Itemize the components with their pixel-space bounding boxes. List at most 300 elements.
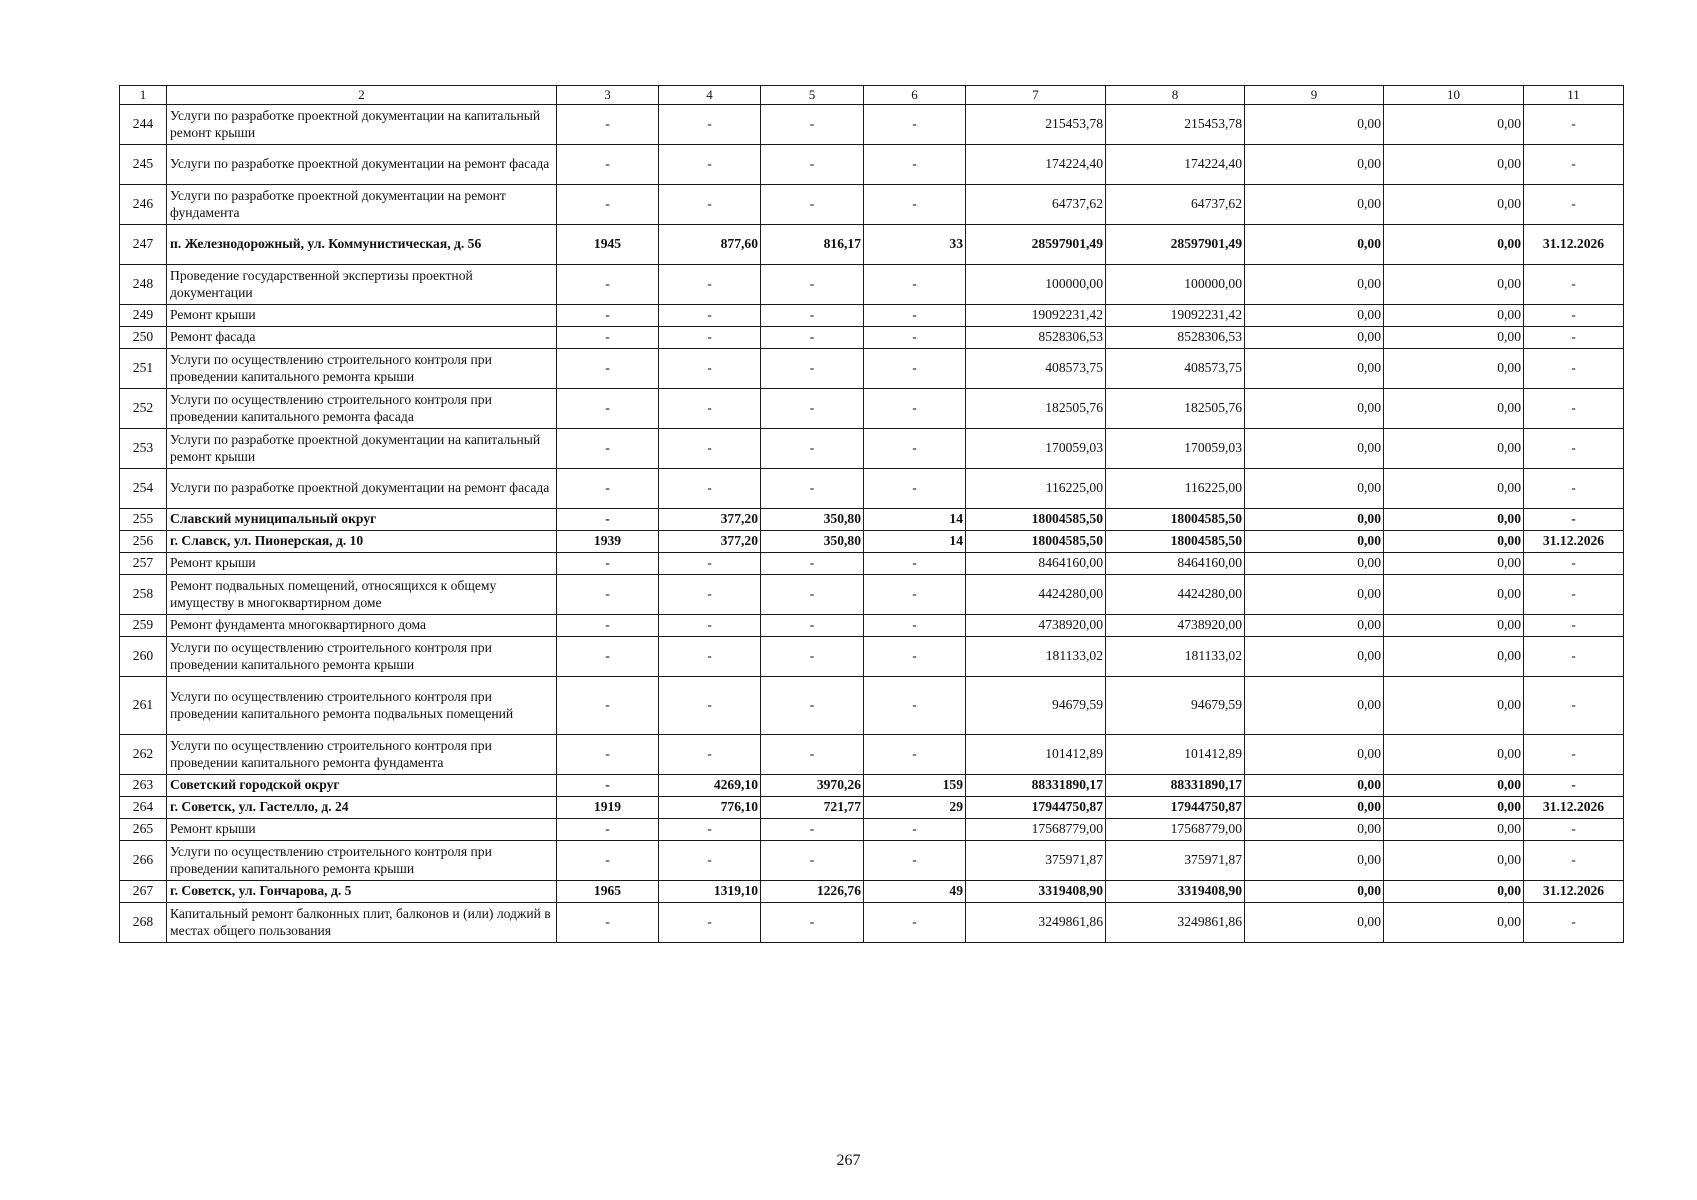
- table-row: [120, 185, 1624, 225]
- year-built-cell: -: [557, 305, 659, 327]
- table-row: [120, 553, 1624, 575]
- completion-date-cell: 31.12.2026: [1524, 225, 1624, 265]
- other-cost-cell: 0,00: [1384, 735, 1524, 775]
- completion-date-cell: -: [1524, 265, 1624, 305]
- fund-cost-cell: 3319408,90: [1106, 881, 1245, 903]
- residents-count-cell: -: [864, 265, 966, 305]
- total-cost-cell: 408573,75: [966, 349, 1106, 389]
- other-cost-cell: 0,00: [1384, 429, 1524, 469]
- total-cost-cell: 19092231,42: [966, 305, 1106, 327]
- fund-cost-cell: 19092231,42: [1106, 305, 1245, 327]
- year-built-cell: -: [557, 735, 659, 775]
- column-header: 10: [1384, 86, 1524, 105]
- column-header: 6: [864, 86, 966, 105]
- row-number-cell: 263: [120, 775, 167, 797]
- budget-cost-cell: 0,00: [1245, 903, 1384, 943]
- total-cost-cell: 3319408,90: [966, 881, 1106, 903]
- other-cost-cell: 0,00: [1384, 881, 1524, 903]
- budget-cost-cell: 0,00: [1245, 797, 1384, 819]
- budget-cost-cell: 0,00: [1245, 819, 1384, 841]
- table-row: [120, 735, 1624, 775]
- residents-count-cell: -: [864, 841, 966, 881]
- table-row: [120, 819, 1624, 841]
- completion-date-cell: -: [1524, 735, 1624, 775]
- budget-cost-cell: 0,00: [1245, 305, 1384, 327]
- other-cost-cell: 0,00: [1384, 797, 1524, 819]
- total-area-cell: 877,60: [659, 225, 761, 265]
- residents-count-cell: -: [864, 553, 966, 575]
- other-cost-cell: 0,00: [1384, 575, 1524, 615]
- work-name-cell: Услуги по разработке проектной документации на ремонт фундамента: [167, 185, 557, 225]
- completion-date-cell: -: [1524, 553, 1624, 575]
- completion-date-cell: -: [1524, 469, 1624, 509]
- completion-date-cell: -: [1524, 637, 1624, 677]
- completion-date-cell: -: [1524, 349, 1624, 389]
- living-area-cell: -: [761, 819, 864, 841]
- living-area-cell: 3970,26: [761, 775, 864, 797]
- total-area-cell: -: [659, 349, 761, 389]
- table-row: [120, 429, 1624, 469]
- budget-cost-cell: 0,00: [1245, 327, 1384, 349]
- other-cost-cell: 0,00: [1384, 327, 1524, 349]
- table-row: [120, 349, 1624, 389]
- total-area-cell: -: [659, 819, 761, 841]
- row-number-cell: 253: [120, 429, 167, 469]
- completion-date-cell: -: [1524, 677, 1624, 735]
- table-row: [120, 469, 1624, 509]
- year-built-cell: -: [557, 637, 659, 677]
- completion-date-cell: -: [1524, 305, 1624, 327]
- total-cost-cell: 94679,59: [966, 677, 1106, 735]
- budget-cost-cell: 0,00: [1245, 389, 1384, 429]
- completion-date-cell: -: [1524, 903, 1624, 943]
- fund-cost-cell: 101412,89: [1106, 735, 1245, 775]
- total-area-cell: 776,10: [659, 797, 761, 819]
- living-area-cell: 721,77: [761, 797, 864, 819]
- page-number: 267: [836, 1152, 861, 1169]
- other-cost-cell: 0,00: [1384, 265, 1524, 305]
- other-cost-cell: 0,00: [1384, 349, 1524, 389]
- total-cost-cell: 8464160,00: [966, 553, 1106, 575]
- row-number-cell: 252: [120, 389, 167, 429]
- row-number-cell: 254: [120, 469, 167, 509]
- total-cost-cell: 182505,76: [966, 389, 1106, 429]
- work-name-cell: Ремонт крыши: [167, 553, 557, 575]
- work-name-cell: Услуги по осуществлению строительного контроля при проведении капитального ремонта крыши: [167, 841, 557, 881]
- fund-cost-cell: 64737,62: [1106, 185, 1245, 225]
- year-built-cell: -: [557, 553, 659, 575]
- fund-cost-cell: 88331890,17: [1106, 775, 1245, 797]
- row-number-cell: 250: [120, 327, 167, 349]
- residents-count-cell: -: [864, 637, 966, 677]
- budget-cost-cell: 0,00: [1245, 881, 1384, 903]
- year-built-cell: -: [557, 185, 659, 225]
- year-built-cell: -: [557, 615, 659, 637]
- total-area-cell: -: [659, 637, 761, 677]
- table-row: [120, 305, 1624, 327]
- work-name-cell: Ремонт подвальных помещений, относящихся к общему имуществу в многоквартирном доме: [167, 575, 557, 615]
- fund-cost-cell: 17568779,00: [1106, 819, 1245, 841]
- budget-cost-cell: 0,00: [1245, 349, 1384, 389]
- other-cost-cell: 0,00: [1384, 185, 1524, 225]
- total-cost-cell: 3249861,86: [966, 903, 1106, 943]
- total-cost-cell: 116225,00: [966, 469, 1106, 509]
- budget-cost-cell: 0,00: [1245, 225, 1384, 265]
- residents-count-cell: 14: [864, 509, 966, 531]
- year-built-cell: -: [557, 903, 659, 943]
- residents-count-cell: -: [864, 903, 966, 943]
- total-cost-cell: 174224,40: [966, 145, 1106, 185]
- other-cost-cell: 0,00: [1384, 841, 1524, 881]
- row-number-cell: 257: [120, 553, 167, 575]
- total-area-cell: -: [659, 389, 761, 429]
- completion-date-cell: -: [1524, 575, 1624, 615]
- work-name-cell: г. Советск, ул. Гастелло, д. 24: [167, 797, 557, 819]
- table-row: [120, 531, 1624, 553]
- capital-repair-table: [119, 85, 1624, 943]
- year-built-cell: 1939: [557, 531, 659, 553]
- living-area-cell: -: [761, 185, 864, 225]
- living-area-cell: 350,80: [761, 509, 864, 531]
- work-name-cell: Ремонт крыши: [167, 305, 557, 327]
- work-name-cell: Ремонт крыши: [167, 819, 557, 841]
- living-area-cell: -: [761, 615, 864, 637]
- other-cost-cell: 0,00: [1384, 775, 1524, 797]
- fund-cost-cell: 18004585,50: [1106, 531, 1245, 553]
- work-name-cell: Ремонт фасада: [167, 327, 557, 349]
- residents-count-cell: -: [864, 349, 966, 389]
- budget-cost-cell: 0,00: [1245, 615, 1384, 637]
- living-area-cell: -: [761, 265, 864, 305]
- year-built-cell: -: [557, 841, 659, 881]
- work-name-cell: Услуги по разработке проектной документации на капитальный ремонт крыши: [167, 429, 557, 469]
- year-built-cell: -: [557, 469, 659, 509]
- year-built-cell: 1945: [557, 225, 659, 265]
- total-cost-cell: 215453,78: [966, 105, 1106, 145]
- total-cost-cell: 64737,62: [966, 185, 1106, 225]
- column-header: 4: [659, 86, 761, 105]
- work-name-cell: Услуги по разработке проектной документации на ремонт фасада: [167, 469, 557, 509]
- row-number-cell: 267: [120, 881, 167, 903]
- living-area-cell: -: [761, 637, 864, 677]
- total-area-cell: -: [659, 265, 761, 305]
- fund-cost-cell: 181133,02: [1106, 637, 1245, 677]
- other-cost-cell: 0,00: [1384, 225, 1524, 265]
- living-area-cell: -: [761, 429, 864, 469]
- fund-cost-cell: 4424280,00: [1106, 575, 1245, 615]
- total-area-cell: -: [659, 575, 761, 615]
- other-cost-cell: 0,00: [1384, 637, 1524, 677]
- completion-date-cell: -: [1524, 819, 1624, 841]
- year-built-cell: -: [557, 509, 659, 531]
- table-row: [120, 105, 1624, 145]
- total-cost-cell: 101412,89: [966, 735, 1106, 775]
- living-area-cell: 816,17: [761, 225, 864, 265]
- table-row: [120, 225, 1624, 265]
- total-cost-cell: 100000,00: [966, 265, 1106, 305]
- completion-date-cell: -: [1524, 145, 1624, 185]
- table-row: [120, 327, 1624, 349]
- other-cost-cell: 0,00: [1384, 105, 1524, 145]
- year-built-cell: -: [557, 105, 659, 145]
- living-area-cell: -: [761, 841, 864, 881]
- living-area-cell: -: [761, 389, 864, 429]
- row-number-cell: 258: [120, 575, 167, 615]
- table-row: [120, 389, 1624, 429]
- budget-cost-cell: 0,00: [1245, 531, 1384, 553]
- year-built-cell: -: [557, 575, 659, 615]
- total-cost-cell: 375971,87: [966, 841, 1106, 881]
- budget-cost-cell: 0,00: [1245, 509, 1384, 531]
- column-header: 2: [167, 86, 557, 105]
- living-area-cell: 1226,76: [761, 881, 864, 903]
- total-area-cell: -: [659, 145, 761, 185]
- table-row: [120, 677, 1624, 735]
- work-name-cell: Проведение государственной экспертизы проектной документации: [167, 265, 557, 305]
- table-row: [120, 841, 1624, 881]
- row-number-cell: 262: [120, 735, 167, 775]
- living-area-cell: -: [761, 327, 864, 349]
- column-header: 11: [1524, 86, 1624, 105]
- living-area-cell: -: [761, 305, 864, 327]
- year-built-cell: -: [557, 349, 659, 389]
- year-built-cell: -: [557, 145, 659, 185]
- fund-cost-cell: 182505,76: [1106, 389, 1245, 429]
- total-cost-cell: 18004585,50: [966, 531, 1106, 553]
- row-number-cell: 248: [120, 265, 167, 305]
- total-area-cell: -: [659, 429, 761, 469]
- fund-cost-cell: 8528306,53: [1106, 327, 1245, 349]
- work-name-cell: Услуги по осуществлению строительного контроля при проведении капитального ремонта фасада: [167, 389, 557, 429]
- total-area-cell: 1319,10: [659, 881, 761, 903]
- residents-count-cell: -: [864, 327, 966, 349]
- work-name-cell: Услуги по осуществлению строительного контроля при проведении капитального ремонта крыши: [167, 349, 557, 389]
- residents-count-cell: 14: [864, 531, 966, 553]
- total-cost-cell: 4738920,00: [966, 615, 1106, 637]
- column-header: 3: [557, 86, 659, 105]
- fund-cost-cell: 116225,00: [1106, 469, 1245, 509]
- work-name-cell: Услуги по осуществлению строительного контроля при проведении капитального ремонта фундамента: [167, 735, 557, 775]
- living-area-cell: -: [761, 469, 864, 509]
- total-area-cell: 377,20: [659, 531, 761, 553]
- year-built-cell: -: [557, 327, 659, 349]
- table-row: [120, 575, 1624, 615]
- row-number-cell: 249: [120, 305, 167, 327]
- other-cost-cell: 0,00: [1384, 903, 1524, 943]
- completion-date-cell: 31.12.2026: [1524, 881, 1624, 903]
- total-area-cell: 377,20: [659, 509, 761, 531]
- column-header: 7: [966, 86, 1106, 105]
- budget-cost-cell: 0,00: [1245, 677, 1384, 735]
- fund-cost-cell: 215453,78: [1106, 105, 1245, 145]
- residents-count-cell: -: [864, 615, 966, 637]
- living-area-cell: -: [761, 575, 864, 615]
- living-area-cell: 350,80: [761, 531, 864, 553]
- table-row: [120, 637, 1624, 677]
- fund-cost-cell: 17944750,87: [1106, 797, 1245, 819]
- total-cost-cell: 17944750,87: [966, 797, 1106, 819]
- fund-cost-cell: 375971,87: [1106, 841, 1245, 881]
- fund-cost-cell: 408573,75: [1106, 349, 1245, 389]
- table-row: [120, 265, 1624, 305]
- work-name-cell: г. Славск, ул. Пионерская, д. 10: [167, 531, 557, 553]
- total-area-cell: -: [659, 615, 761, 637]
- total-area-cell: -: [659, 185, 761, 225]
- budget-cost-cell: 0,00: [1245, 841, 1384, 881]
- residents-count-cell: 33: [864, 225, 966, 265]
- total-cost-cell: 88331890,17: [966, 775, 1106, 797]
- residents-count-cell: -: [864, 677, 966, 735]
- living-area-cell: -: [761, 105, 864, 145]
- budget-cost-cell: 0,00: [1245, 469, 1384, 509]
- residents-count-cell: -: [864, 735, 966, 775]
- table-row: [120, 509, 1624, 531]
- fund-cost-cell: 170059,03: [1106, 429, 1245, 469]
- total-cost-cell: 170059,03: [966, 429, 1106, 469]
- year-built-cell: -: [557, 389, 659, 429]
- total-cost-cell: 8528306,53: [966, 327, 1106, 349]
- budget-cost-cell: 0,00: [1245, 735, 1384, 775]
- table-row: [120, 903, 1624, 943]
- fund-cost-cell: 3249861,86: [1106, 903, 1245, 943]
- work-name-cell: п. Железнодорожный, ул. Коммунистическая, д. 56: [167, 225, 557, 265]
- work-name-cell: Капитальный ремонт балконных плит, балконов и (или) лоджий в местах общего пользования: [167, 903, 557, 943]
- completion-date-cell: 31.12.2026: [1524, 797, 1624, 819]
- fund-cost-cell: 174224,40: [1106, 145, 1245, 185]
- work-name-cell: г. Советск, ул. Гончарова, д. 5: [167, 881, 557, 903]
- row-number-cell: 268: [120, 903, 167, 943]
- other-cost-cell: 0,00: [1384, 389, 1524, 429]
- total-cost-cell: 17568779,00: [966, 819, 1106, 841]
- completion-date-cell: -: [1524, 185, 1624, 225]
- row-number-cell: 255: [120, 509, 167, 531]
- total-cost-cell: 28597901,49: [966, 225, 1106, 265]
- table-row: [120, 881, 1624, 903]
- living-area-cell: -: [761, 349, 864, 389]
- year-built-cell: -: [557, 429, 659, 469]
- other-cost-cell: 0,00: [1384, 819, 1524, 841]
- budget-cost-cell: 0,00: [1245, 553, 1384, 575]
- completion-date-cell: -: [1524, 429, 1624, 469]
- work-name-cell: Услуги по разработке проектной документации на капитальный ремонт крыши: [167, 105, 557, 145]
- fund-cost-cell: 28597901,49: [1106, 225, 1245, 265]
- row-number-cell: 264: [120, 797, 167, 819]
- living-area-cell: -: [761, 677, 864, 735]
- residents-count-cell: -: [864, 105, 966, 145]
- row-number-cell: 247: [120, 225, 167, 265]
- row-number-cell: 244: [120, 105, 167, 145]
- budget-cost-cell: 0,00: [1245, 575, 1384, 615]
- row-number-cell: 259: [120, 615, 167, 637]
- total-area-cell: -: [659, 553, 761, 575]
- budget-cost-cell: 0,00: [1245, 775, 1384, 797]
- fund-cost-cell: 8464160,00: [1106, 553, 1245, 575]
- total-area-cell: -: [659, 469, 761, 509]
- work-name-cell: Услуги по разработке проектной документации на ремонт фасада: [167, 145, 557, 185]
- other-cost-cell: 0,00: [1384, 145, 1524, 185]
- completion-date-cell: -: [1524, 105, 1624, 145]
- total-cost-cell: 181133,02: [966, 637, 1106, 677]
- row-number-cell: 265: [120, 819, 167, 841]
- completion-date-cell: -: [1524, 615, 1624, 637]
- total-area-cell: -: [659, 305, 761, 327]
- residents-count-cell: 49: [864, 881, 966, 903]
- fund-cost-cell: 94679,59: [1106, 677, 1245, 735]
- row-number-cell: 266: [120, 841, 167, 881]
- work-name-cell: Услуги по осуществлению строительного контроля при проведении капитального ремонта подвальных помещений: [167, 677, 557, 735]
- fund-cost-cell: 100000,00: [1106, 265, 1245, 305]
- living-area-cell: -: [761, 735, 864, 775]
- residents-count-cell: -: [864, 469, 966, 509]
- budget-cost-cell: 0,00: [1245, 145, 1384, 185]
- residents-count-cell: -: [864, 575, 966, 615]
- other-cost-cell: 0,00: [1384, 553, 1524, 575]
- residents-count-cell: 159: [864, 775, 966, 797]
- residents-count-cell: -: [864, 185, 966, 225]
- total-area-cell: -: [659, 327, 761, 349]
- year-built-cell: -: [557, 265, 659, 305]
- table-row: [120, 615, 1624, 637]
- year-built-cell: -: [557, 677, 659, 735]
- total-area-cell: 4269,10: [659, 775, 761, 797]
- completion-date-cell: -: [1524, 389, 1624, 429]
- residents-count-cell: -: [864, 145, 966, 185]
- completion-date-cell: -: [1524, 775, 1624, 797]
- work-name-cell: Советский городской округ: [167, 775, 557, 797]
- other-cost-cell: 0,00: [1384, 509, 1524, 531]
- row-number-cell: 261: [120, 677, 167, 735]
- residents-count-cell: -: [864, 429, 966, 469]
- column-header: 8: [1106, 86, 1245, 105]
- row-number-cell: 246: [120, 185, 167, 225]
- fund-cost-cell: 4738920,00: [1106, 615, 1245, 637]
- total-area-cell: -: [659, 841, 761, 881]
- table-row: [120, 797, 1624, 819]
- other-cost-cell: 0,00: [1384, 615, 1524, 637]
- total-cost-cell: 18004585,50: [966, 509, 1106, 531]
- row-number-cell: 245: [120, 145, 167, 185]
- budget-cost-cell: 0,00: [1245, 637, 1384, 677]
- year-built-cell: 1919: [557, 797, 659, 819]
- total-cost-cell: 4424280,00: [966, 575, 1106, 615]
- fund-cost-cell: 18004585,50: [1106, 509, 1245, 531]
- completion-date-cell: -: [1524, 327, 1624, 349]
- year-built-cell: 1965: [557, 881, 659, 903]
- total-area-cell: -: [659, 735, 761, 775]
- living-area-cell: -: [761, 553, 864, 575]
- residents-count-cell: 29: [864, 797, 966, 819]
- total-area-cell: -: [659, 105, 761, 145]
- living-area-cell: -: [761, 903, 864, 943]
- completion-date-cell: 31.12.2026: [1524, 531, 1624, 553]
- table-row: [120, 775, 1624, 797]
- work-name-cell: Услуги по осуществлению строительного контроля при проведении капитального ремонта крыши: [167, 637, 557, 677]
- completion-date-cell: -: [1524, 841, 1624, 881]
- table-row: [120, 145, 1624, 185]
- budget-cost-cell: 0,00: [1245, 105, 1384, 145]
- total-area-cell: -: [659, 903, 761, 943]
- budget-cost-cell: 0,00: [1245, 429, 1384, 469]
- other-cost-cell: 0,00: [1384, 531, 1524, 553]
- row-number-cell: 251: [120, 349, 167, 389]
- other-cost-cell: 0,00: [1384, 677, 1524, 735]
- budget-cost-cell: 0,00: [1245, 185, 1384, 225]
- residents-count-cell: -: [864, 389, 966, 429]
- living-area-cell: -: [761, 145, 864, 185]
- column-header: 1: [120, 86, 167, 105]
- row-number-cell: 256: [120, 531, 167, 553]
- year-built-cell: -: [557, 819, 659, 841]
